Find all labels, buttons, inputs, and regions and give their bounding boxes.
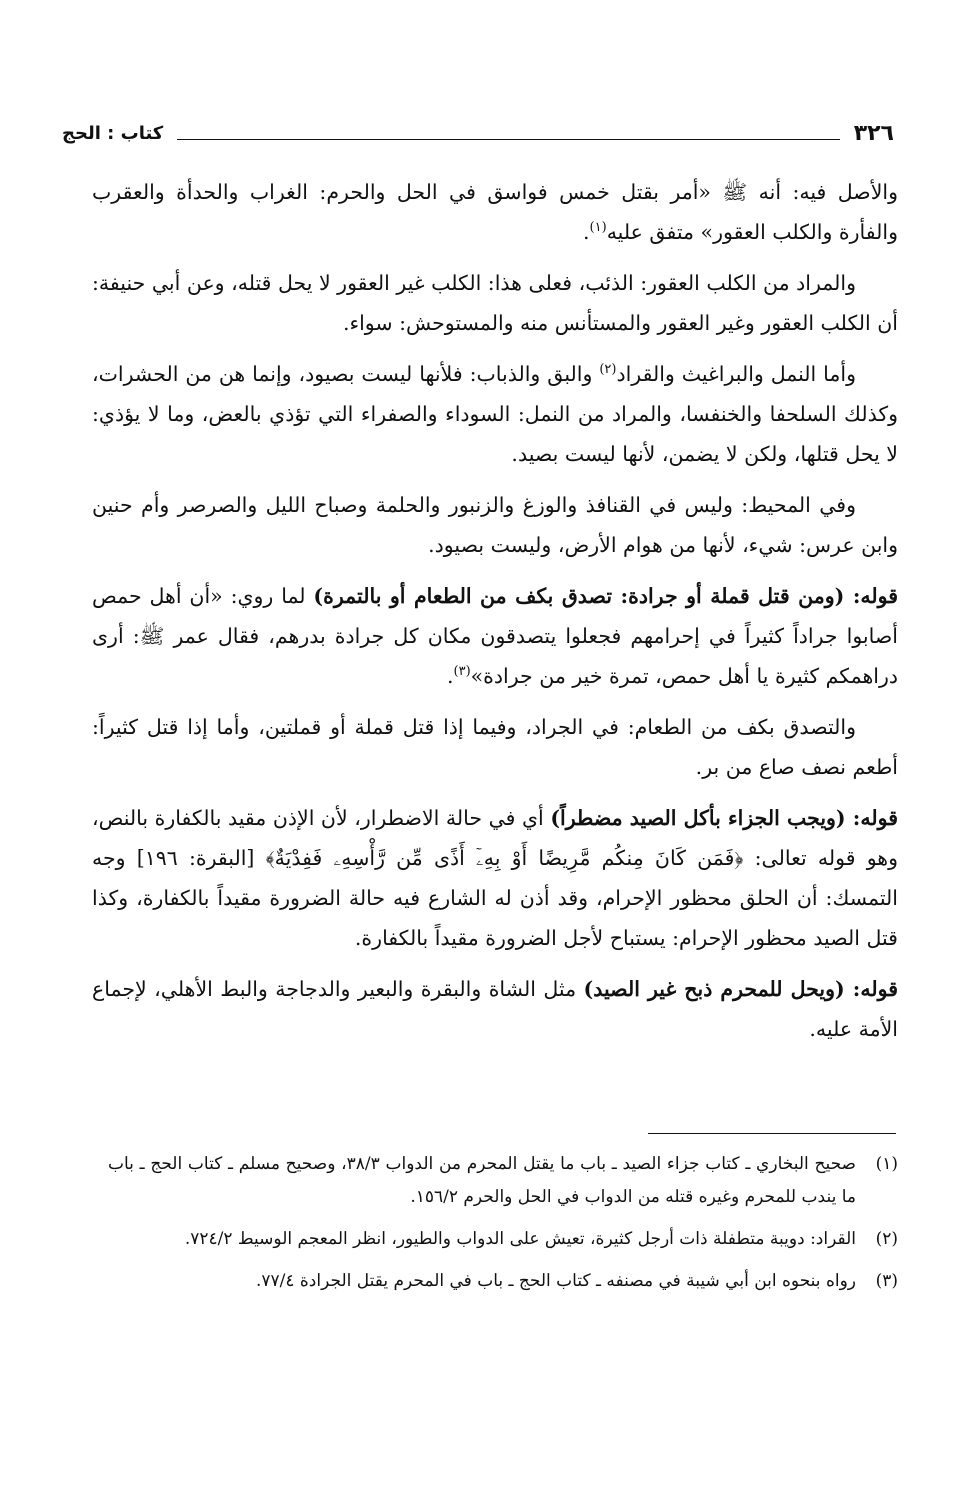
paragraph-1: والأصل فيه: أنه ﷺ «أمر بقتل خمس فواسق في الحل والحرم: الغراب والحدأة والعقرب والفأرة والكلب العقور» متفق عليه$^{(١)}$. [92,180,898,244]
running-header [62,116,894,150]
qawluhu-label: قوله: [852,977,898,1001]
paragraph-6: والتصدق بكف من الطعام: في الجراد، وفيما إذا قتل قملة أو قملتين، وأما إذا قتل كثيراً: أطعم نصف صاع من بر. [92,715,898,779]
footnotes [108,1148,898,1307]
paragraph-5: قوله: (ومن قتل قملة أو جرادة: تصدق بكف من الطعام أو بالتمرة) لما روي: «أن أهل حمص أصابوا جراداً كثيراً في إحرامهم فجعلوا يتصدقون مكان كل جرادة بدرهم، فقال عمر ﷺ: أرى دراهمكم كثيرة يا أهل حمص، تمرة خير من جرادة»$^{(٣)}$. [92,584,899,688]
footnote-text: رواه بنحوه ابن أبي شيبة في مصنفه ـ كتاب الحج ـ باب في المحرم يقتل الجرادة ٧٧/٤. [255,1271,856,1291]
qawluhu-label: قوله: [852,584,899,608]
paragraph-2: والمراد من الكلب العقور: الذئب، فعلى هذا: الكلب غير العقور لا يحل قتله، وعن أبي حنيفة: أن الكلب العقور وغير العقور والمستأنس منه والمستوحش: سواء. [92,271,898,335]
footnote-2 [108,1223,898,1256]
footnote-1 [108,1148,898,1214]
footnote-ref-2[interactable]: (٢) [599,362,617,378]
footnote-number: (١) [875,1154,898,1174]
paragraph-7: قوله: (ويجب الجزاء بأكل الصيد مضطراً) أي في حالة الاضطرار، لأن الإذن مقيد بالكفارة بالنص، وهو قوله تعالى: ﴿فَمَن كَانَ مِنكُم مَّرِيضًا أَوْ بِهِۦٓ أَذًى مِّن رَّأْسِهِۦ فَفِدْيَةٌ﴾ [البقرة: ١٩٦] وجه التمسك: أن الحلق محظور الإحرام، وقد أذن له الشارع فيه حالة الضرورة مقيداً بالكفارة، وكذا قتل الصيد محظور الإحرام: يستباح لأجل الضرورة مقيداً بالكفارة. [92,806,898,950]
page-number: ٣٢٦ [853,120,894,146]
paragraph-3: وأما النمل والبراغيث والقراد$^{(٢)}$ والبق والذباب: فلأنها ليست بصيود، وإنما هن من الحشرات، وكذلك السلحفا والخنفسا، والمراد من النمل: السوداء والصفراء التي تؤذي بالعض، وما لا يؤذي: لا يحل قتلها، ولكن لا يضمن، لأنها ليست بصيد. [92,362,898,466]
footnote-ref-1[interactable]: (١) [589,220,607,236]
matn-quote: (ويحل للمحرم ذبح غير الصيد) [583,977,853,1001]
main-text [92,172,898,1060]
footnote-text: القراد: دويبة متطفلة ذات أرجل كثيرة، تعيش على الدواب والطيور، انظر المعجم الوسيط ٧٢٤/٢. [184,1229,856,1249]
footnote-3 [108,1265,898,1298]
matn-quote: (ومن قتل قملة أو جرادة: تصدق بكف من الطعام أو بالتمرة) [313,584,853,608]
qawluhu-label: قوله: [852,806,898,830]
footnote-number: (٢) [875,1229,898,1249]
footnote-ref-3[interactable]: (٣) [453,664,471,680]
book-title: كتاب : الحج [62,122,164,144]
paragraph-4: وفي المحيط: وليس في القنافذ والوزغ والزنبور والحلمة وصباح الليل والصرصر وأم حنين وابن عرس: شيء، لأنها من هوام الأرض، وليست بصيود. [92,493,898,557]
footnote-number: (٣) [875,1271,898,1291]
footnote-text: صحيح البخاري ـ كتاب جزاء الصيد ـ باب ما يقتل المحرم من الدواب ٣٨/٣، وصحيح مسلم ـ كتاب الحج ـ باب ما يندب للمحرم وغيره قتله من الدواب في الحل والحرم ١٥٦/٢. [108,1154,856,1207]
paragraph-8: قوله: (ويحل للمحرم ذبح غير الصيد) مثل الشاة والبقرة والبعير والدجاجة والبط الأهلي، لإجماع الأمة عليه. [92,977,898,1041]
footnote-separator [648,1133,896,1134]
matn-quote: (ويجب الجزاء بأكل الصيد مضطراً) [550,806,853,830]
header-rule [177,139,839,140]
